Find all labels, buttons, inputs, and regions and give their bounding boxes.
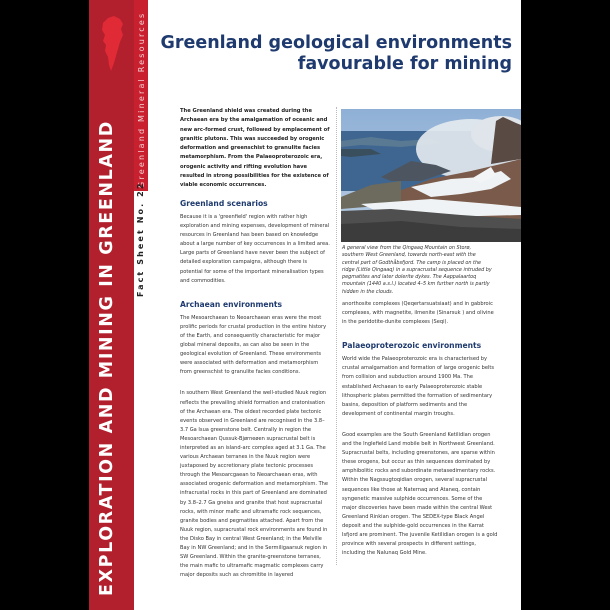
heading-palaeoproterozoic-environments: Palaeoproterozoic environments (342, 341, 482, 351)
paragraph: The Mesoarchaean to Neoarchaean eras were the most prolific periods for crustal production in the entire history of the Earth, and consequently characteristic for major global mineral deposits, as can also be seen in the geological evolution of Greenland. These environments were associated with deformation and metamorphism from greenschist to granulite facies conditions. (180, 314, 327, 376)
paragraph: Good examples are the South Greenland Ketilidian orogen and the Inglefield Land mobile belt in Northwest Greenland. Supracrustal belts, including greenstones, are sparse within these orogens, but occur as thin sequences dominated by amphibolitic rocks and subordinate metasedimentary rocks. Within the Nagssugtoqidian orogen, several supracrustal sequences like those at Naternaq and Ataneq, contain syngenetic massive sulphide occurrences. Some of the major discoveries have been made within the central West Greenland Rinkian orogen. The SEDEX-type Black Angel deposit and the sulphide-gold occurrences in the Karrat Isfjord are prominent. The juvenile Ketilidian orogen is a gold province with several prospects in different settings, including the Nalunaq Gold Mine. (342, 431, 498, 557)
paragraph: World wide the Palaeoproterozoic era is characterised by crustal amalgamation and formation of large orogenic belts from collision and subduction around 1900 Ma. The established Archaean to early Palaeoproterozoic stable lithospheric plates permitted the formation of sedimentary basins, deposition of platform sediments and the development of continental margin troughs. (342, 356, 495, 417)
title-line-1: Greenland geological environments (160, 33, 512, 53)
page-title (160, 33, 512, 75)
title-line-2: favourable for mining (297, 54, 512, 74)
column-divider (336, 107, 337, 565)
paragraph: Because it is a 'greenfield' region with rather high exploration and mining expenses, development of mineral resources in Greenland has been based on knowledge about a large number of key occurrences in a limited area. Large parts of Greenland have never been the subject of detailed exploration campaigns, although there is potential for some of the important mineralisation types and commodities. (180, 214, 330, 284)
greenland-map-icon (99, 15, 125, 73)
heading-archaean-environments: Archaean environments (180, 299, 283, 309)
column-left (180, 199, 330, 589)
paragraph: anorthosite complexes (Qeqertarsuatsiaat) and in gabbroic complexes, with magnetite, ilmenite (Sinarsuk ) and olivine in the peridotite-dunite complexes (Seqi). (342, 301, 494, 326)
landscape-photo (341, 109, 521, 242)
heading-greenland-scenarios: Greenland scenarios (180, 199, 268, 208)
publisher-label: Greenland Mineral Resources (137, 11, 146, 188)
fact-sheet-number: Fact Sheet No. 22 (136, 181, 145, 297)
paragraph: In southern West Greenland the well-studied Nuuk region reflects the prevailing shield formation and cratonisation of the Archaean era. The oldest recorded plate tectonic events observed in Greenland are recognised in the 3.8–3.7 Ga Isua greenstone belt. Centrally in region the Mesoarchaean Qussuk-Bjørneøen supracrustal belt is interpreted as an island-arc complex aged at 3.1 Ga. The various Archaean terranes in the Nuuk region were juxtaposed by accretionary plate tectonic processes through the Mesoarcgaean to Neoarchaean eras, with associated orogenic deformation and metamorphism. The infracrustal rocks in this part of Greenland are dominated by 3.8–2.7 Ga gneiss and granite that host supracrustal rocks, with minor mafic and ultramafic rock sequences, granite bodies and pegmatites attached. Apart from the Nuuk region, supracrustal rock environments are found in the Disko Bay in central West Greenland; in the Melville Bay in NW Greenland; and in the Sermiligaarsuk region in SW Greenland. Within the granite-greenstone terranes, the main mafic to ultramafic magmatic complexes carry major deposits such as chromitite in layered (180, 390, 329, 579)
photo-caption: A general view from the Qingaaq Mountain on Storø, southern West Greenland, towards north-east with the central part of Godthåbsfjord. The camp is placed on the ridge (Little Qingaaq) in a supracrustal sequence intruded by pegmatites and later dolerite dykes. The Aappalaartoq mountain (1440 a.s.l.) located 4–5 km further north is partly hidden in the clouds. (342, 245, 492, 295)
series-title: EXPLORATION AND MINING IN GREENLAND (97, 120, 117, 596)
lead-paragraph: The Greenland shield was created during the Archaean era by the amalgamation of oceanic and new arc-formed crust, followed by emplacement of granitic plutons. This was succeeded by orogenic deformation and greenschist to granulite facies metamorphism. From the Palaeoproterozoic era, orogenic activity and rifting evolution have resulted in strong possibilities for the existence of viable economic occurrences. (180, 108, 330, 189)
column-right (342, 300, 498, 567)
